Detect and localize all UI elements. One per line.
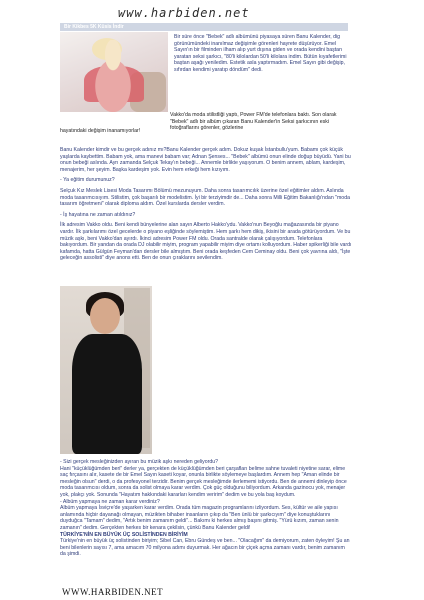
paragraph-2: Selçuk Kız Meslek Lisesi Moda Tasarımı Bölümü mezunuyum. Daha sonra tasarımcılık üzerine özel eğitimler aldım. Aslında moda tasarımcısıyım. Stilistim, çok başarılı bir modelistim. İyi bir terziyimdir de... Daha sonra Milli Eğitim Bakanlığı'ndan "moda tasarım öğretmeni" olarak diploma aldım. Özel kurslarda dersler verdim. [60,187,350,208]
article-header-bar: Bir Kikbes 5K Küsis İndir [60,23,348,31]
intro-paragraph: Bir süre önce "Bebek" adlı albümünü piyasaya süren Banu Kalender, dig görünümündeki inanılmaz değişimle görenleri hayrete düşürüyor. Emel Sayın'ın bir filminden ilham alıp yurt dışına giden ve orada kendini baştan yaratan seksi şarkıcı, "80'li kilolardan 50'li kilolara indim. Bütün kıyafetlerimi baştan aşağı yeniledim. Estetik asla yaptırmadım. Emel Sayın gibi değişip, sıfırdan kendimi yaratıp döndüm" dedi. [174,34,347,73]
photo-banu-kalender-blonde [60,32,168,112]
question-5: - Albüm yapmaya ne zaman karar verdiniz? [60,498,160,505]
article-body-bottom [60,459,352,558]
photo-banu-kalender-brunette [60,286,152,454]
section-headline: TÜRKİYE'NİN EN BÜYÜK ÜÇ SOLİSTİNDEN BİRİYİM [60,531,188,538]
question-4: - Sizi gerçek mesleğinizden ayıran bu müzik aşkı nereden geliyordu? [60,459,219,465]
paragraph-6: Türkiye'nin en büyük üç solistinden biriyim; Sibel Can, Ebru Gündeş ve ben... "Olacağım" da demiyorum, zaten öyleyim! Şu an beni bilenlerin sayısı 7, ama amacım 70 milyona adımı duyurmak. Her ağacın bir çiçek açma zamanı vardır, benim zamanım da şimdi. [60,538,350,558]
intro-left-paragraph: hayatındaki değişim inanamıyorlar! [60,128,141,134]
paragraph-1: Banu Kalender kimdir ve bu gerçek adınız mı?Banu Kalender gerçek adım. Dokuz kuşak İstanbullu'yum. Babamı çok küçük yaşlarda kaybettim. Babam yok, ama manevi babam var; Adnan Şenses... "Bebek" albümü onun elinde doğup büyüdü. Yani bu onun bebeği aslında. Ayrı zamanda Selçuk Tekay'ın bebeği... Annemle birlikte yaşıyorum. O benim annem, ablam, kardeşim, menajerim, her şeyim. Başka kardeşim yok. Evin hem erkeği hem kızıyım. [60,147,351,173]
paragraph-5: Albüm yapmaya İsviçre'de yaşarken karar verdim. Orada tüm magazin programlarını izliyordum. Ses, kültür ve aile yapısı anlamında hiçbir dayanağı olmayan, müzikten bihaber insanların çıkıp da "Ben ünlü bir şarkıcıyım" diye konuştuklarını duyduğca "Tamam" dedim, "Artık benim zamanım geldi"... Bakımı ki herkes almış başını gitmiş. "Yürü kızım, zaman senin zamanın" dedim. Gerçekten herkes bir kenara çekilsin, çünkü Banu Kalender geldi! [60,505,339,531]
site-watermark-bottom: WWW.HARBIDEN.NET [62,587,164,597]
site-watermark-top: www.harbiden.net [118,6,250,20]
intro-right-text [174,34,352,78]
intro-left-text [60,128,150,139]
question-3: - İş hayatına ne zaman atıldınız? [60,211,136,218]
article-body-top [60,147,352,266]
paragraph-4: Hani "küçüklüğümden beri" derler ya, gerçekten de küçüklüğümden beri çarşafları belime sahne tuvaleti niyetine sarar, elime saç fırçasını alır, kasete de bir Emel Sayın kaseti koyar, onunla birlikte söylemeye başlardım. Annem hep "Aman elinde bir mesleğin olsun" derdi, o da profesyonel terzidir. Benim gerçek mesleğimde ilerlememi istiyordu. Ben de annemi dinleyip önce moda tasarımcısı oldum, sonra da solist olmaya karar verdim. Çok güç olduğunu biliyordum. Arkanda gazinocu yok, menajer yok, plakçı yok. Sonunda "Hayatım hakkındaki kararları kendim veririm" dedim ve bu yola baş koydum. [60,465,347,498]
question-2: - Ya eğitim durumunuz? [60,177,115,184]
intro-paragraph-2: Vakko'da moda stilistliği yaptı, Power FM'de telefonlara baktı. Son olarak "Bebek" adlı bir albüm çıkaran Banu Kalender'in Seksi şarkıcının eski fotoğraflarını görenler, gözlerine [170,112,337,132]
intro-right-text-2 [170,112,350,136]
paragraph-3: İlk adresim Vakko oldu. Beni kendi bünyelerine alan sayın Alberto Hakko'ydu. Vakko'nun Beyoğlu mağazasında bir piyano vardır. İlk şarkılarımı özel gecelerde o piyano eşliğinde söylemiştim. Hem şarkı hem dikiş, ikisini bir arada götürüyordum. Ve bu müzik aşkı, beni Vakko'dan ayırdı. İkinci adresim Power FM oldu. Orada santralde olarak çalışıyordum. Telefonlara bakıyordum. Bir yandan da orada DJ olabilir miyim, program yapabilir miyim diye ortamı kolluyordum. Haber spikerliği bile vardı kafamda, hatta Gülgün Feyman'dan dersler bile almıştım. Beni orada keşfeden Cem Ceminay oldu. Beni çok yavrına aldı, "İşte geleceğin assolisti" diye anons etti. Ben de onun çıraklarını sevilendim. [60,222,352,262]
